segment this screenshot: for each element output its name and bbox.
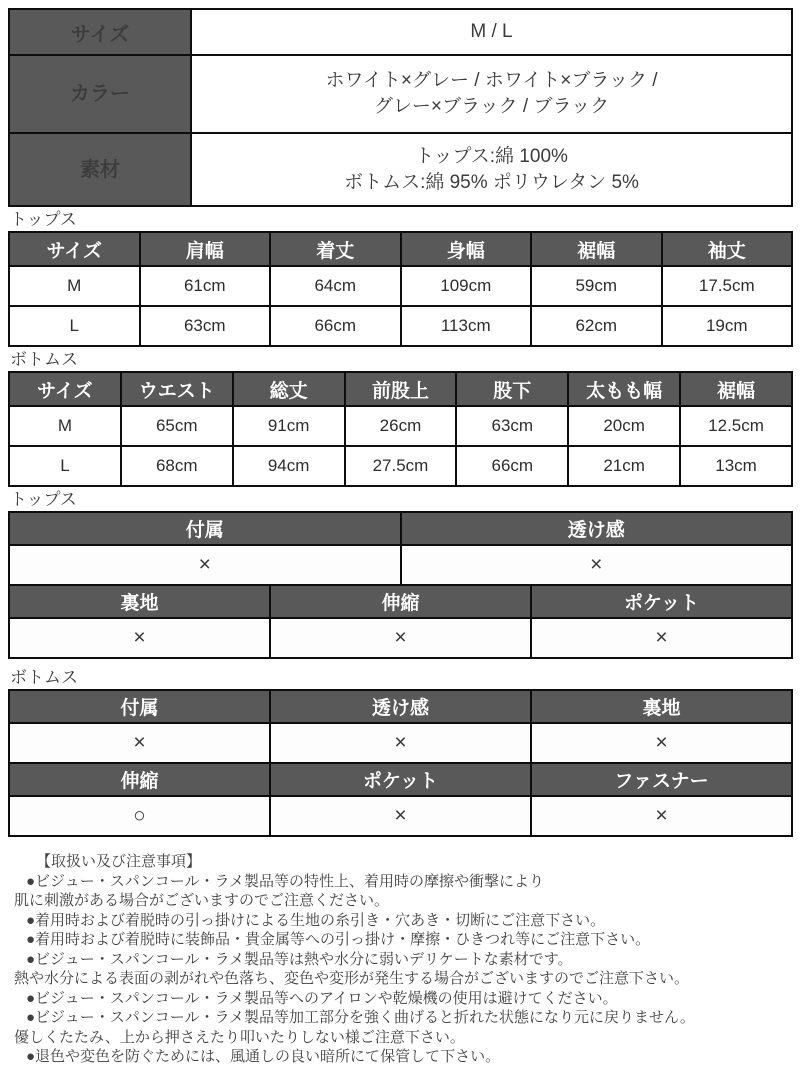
notes-line: ●着用時および着脱時に装飾品・貴金属等への引っ掛け・摩擦・ひきつれ等にご注意下さい。 bbox=[26, 931, 651, 948]
notes-line: ●ビジュー・スパンコール・ラメ製品等へのアイロンや乾燥機の使用は避けてください。 bbox=[26, 989, 618, 1007]
feature-value: × bbox=[401, 545, 793, 585]
column-header: 裾幅 bbox=[531, 232, 662, 266]
feature-header: 裏地 bbox=[531, 690, 792, 723]
spec-color-value bbox=[191, 55, 792, 133]
column-header: 裾幅 bbox=[680, 372, 792, 406]
column-header: 身幅 bbox=[401, 232, 532, 266]
notes-line: ●退色や変色を防ぐためには、風通しの良い暗所にて保管して下さい。 bbox=[26, 1048, 501, 1065]
measure-cell: 17.5cm bbox=[662, 266, 793, 306]
feature-value: × bbox=[9, 723, 270, 763]
measure-cell: 63cm bbox=[140, 306, 271, 346]
measure-cell: 66cm bbox=[270, 306, 401, 346]
tops-features-table bbox=[8, 511, 793, 659]
column-header: 総丈 bbox=[233, 372, 345, 406]
measure-cell: 62cm bbox=[531, 306, 662, 346]
table-row bbox=[9, 446, 792, 486]
table-header-row bbox=[9, 512, 792, 545]
column-header: サイズ bbox=[9, 232, 140, 266]
spec-material-line1: トップス:綿 100% bbox=[415, 145, 568, 167]
table-row bbox=[9, 306, 792, 346]
measure-cell: 109cm bbox=[401, 266, 532, 306]
notes-line: ●着用時および着脱時の引っ掛けによる生地の糸引き・穴あき・切断にご注意下さい。 bbox=[26, 911, 606, 929]
size-cell: M bbox=[9, 266, 140, 306]
column-header: 股下 bbox=[456, 372, 568, 406]
column-header: 着丈 bbox=[270, 232, 401, 266]
feature-value: × bbox=[270, 723, 531, 763]
notes-line: ●ビジュー・スパンコール・ラメ製品等は熱や水分に弱いデリケートな素材です。 bbox=[26, 950, 573, 968]
table-row bbox=[9, 406, 792, 446]
size-cell: L bbox=[9, 306, 140, 346]
feature-header: 裏地 bbox=[9, 585, 270, 618]
feature-header: 付属 bbox=[9, 690, 270, 723]
measure-cell: 21cm bbox=[568, 446, 680, 486]
measure-cell: 94cm bbox=[233, 446, 345, 486]
measure-cell: 20cm bbox=[568, 406, 680, 446]
measure-cell: 61cm bbox=[140, 266, 271, 306]
measure-cell: 27.5cm bbox=[345, 446, 457, 486]
column-header: 肩幅 bbox=[140, 232, 271, 266]
measure-cell: 63cm bbox=[456, 406, 568, 446]
table-header-row bbox=[9, 690, 792, 723]
feature-header: 透け感 bbox=[401, 512, 793, 545]
feature-header: ポケット bbox=[531, 585, 792, 618]
measure-cell: 65cm bbox=[121, 406, 233, 446]
spec-color-header: カラー bbox=[9, 55, 191, 133]
notes-line: 熱や水分による表面の剥がれや色落ち、変色や変形が発生する場合がございますのでご注意下さい。 bbox=[14, 970, 690, 987]
column-header: ウエスト bbox=[121, 372, 233, 406]
spec-color-line2: グレー×ブラック / ブラック bbox=[373, 96, 610, 117]
measure-cell: 66cm bbox=[456, 446, 568, 486]
spec-material-value bbox=[191, 133, 792, 206]
notes-line: ●ビジュー・スパンコール・ラメ製品等の特性上、着用時の摩擦や衝撃により bbox=[26, 872, 545, 890]
table-row bbox=[9, 618, 792, 658]
measure-cell: 26cm bbox=[345, 406, 457, 446]
measure-cell: 64cm bbox=[270, 266, 401, 306]
feature-value: × bbox=[531, 618, 792, 658]
bottoms-features-table bbox=[8, 689, 793, 837]
feature-value: × bbox=[531, 723, 792, 763]
bottoms-size-label: ボトムス bbox=[10, 350, 78, 369]
notes-line: ●ビジュー・スパンコール・ラメ製品等加工部分を強く曲げると折れた状態になり元に戻りません。 bbox=[26, 1009, 695, 1026]
table-row bbox=[9, 133, 792, 206]
tops-features-label: トップス bbox=[10, 490, 77, 509]
measure-cell: 113cm bbox=[401, 306, 532, 346]
size-cell: M bbox=[9, 406, 121, 446]
feature-value: ○ bbox=[9, 796, 270, 836]
bottoms-size-table bbox=[8, 371, 793, 487]
measure-cell: 59cm bbox=[531, 266, 662, 306]
feature-value: × bbox=[531, 796, 792, 836]
column-header: 前股上 bbox=[345, 372, 457, 406]
bottoms-features-label: ボトムス bbox=[10, 668, 78, 687]
table-row bbox=[9, 723, 792, 763]
feature-value: × bbox=[9, 618, 270, 658]
feature-header: ファスナー bbox=[531, 763, 792, 796]
table-row bbox=[9, 545, 792, 585]
column-header: 太もも幅 bbox=[568, 372, 680, 406]
spec-color-line1: ホワイト×グレー / ホワイト×ブラック / bbox=[325, 70, 658, 91]
table-header-row bbox=[9, 372, 792, 406]
table-row bbox=[9, 796, 792, 836]
feature-value: × bbox=[9, 545, 401, 585]
notes-line: 優しくたたみ、上から押さえたり叩いたりしない様ご注意下さい。 bbox=[14, 1028, 465, 1046]
feature-header: 伸縮 bbox=[9, 763, 270, 796]
table-header-row bbox=[9, 585, 792, 618]
tops-size-label: トップス bbox=[10, 210, 77, 229]
tops-size-table bbox=[8, 231, 793, 347]
spec-material-line2: ボトムス:綿 95% ポリウレタン 5% bbox=[344, 171, 639, 193]
feature-value: × bbox=[270, 796, 531, 836]
feature-value: × bbox=[270, 618, 531, 658]
column-header: サイズ bbox=[9, 372, 121, 406]
feature-header: 透け感 bbox=[270, 690, 531, 723]
feature-header: 付属 bbox=[9, 512, 401, 545]
notes-line: 肌に刺激がある場合がございますのでご注意ください。 bbox=[14, 892, 390, 909]
feature-header: ポケット bbox=[270, 763, 531, 796]
feature-header: 伸縮 bbox=[270, 585, 531, 618]
table-header-row bbox=[9, 232, 792, 266]
measure-cell: 19cm bbox=[662, 306, 793, 346]
notes-heading: 【取扱い及び注意事項】 bbox=[36, 853, 202, 870]
table-row bbox=[9, 55, 792, 133]
column-header: 袖丈 bbox=[662, 232, 793, 266]
spec-material-header: 素材 bbox=[9, 133, 191, 206]
measure-cell: 12.5cm bbox=[680, 406, 792, 446]
measure-cell: 91cm bbox=[233, 406, 345, 446]
table-row bbox=[9, 9, 792, 55]
handling-notes bbox=[12, 852, 793, 1067]
table-header-row bbox=[9, 763, 792, 796]
measure-cell: 68cm bbox=[121, 446, 233, 486]
spec-table bbox=[8, 8, 793, 207]
spec-size-value: M / L bbox=[191, 9, 792, 55]
table-row bbox=[9, 266, 792, 306]
measure-cell: 13cm bbox=[680, 446, 792, 486]
spec-size-header: サイズ bbox=[9, 9, 191, 55]
size-cell: L bbox=[9, 446, 121, 486]
